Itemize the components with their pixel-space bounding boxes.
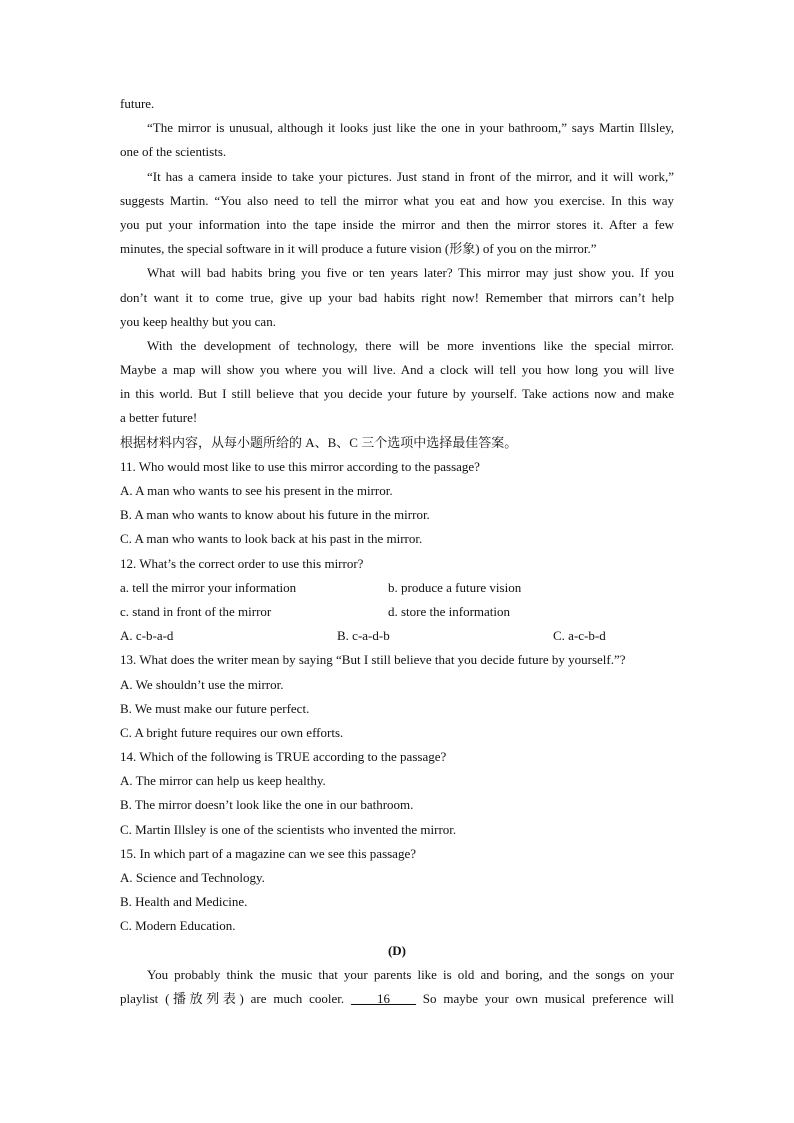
option-c: C. A bright future requires our own efforts. bbox=[120, 724, 344, 740]
passage-line: a better future! bbox=[120, 410, 198, 426]
option-a: A. A man who wants to see his present in the mirror. bbox=[120, 483, 393, 498]
section-d-line: You probably think the music that your parents like is old and boring, and the songs on your bbox=[147, 966, 674, 982]
question-stem: 12. What’s the correct order to use this mirror? bbox=[120, 555, 364, 571]
question-13 bbox=[120, 648, 674, 745]
exam-page bbox=[120, 92, 674, 1011]
option-a: A. The mirror can help us keep healthy. bbox=[120, 773, 326, 789]
step-a: a. tell the mirror your information bbox=[120, 579, 297, 595]
question-stem: 15. In which part of a magazine can we see this passage? bbox=[120, 845, 416, 861]
step-b: b. produce a future vision bbox=[388, 579, 522, 595]
passage-line: future. bbox=[120, 96, 155, 111]
option-b: B. c-a-d-b bbox=[337, 628, 390, 644]
step-c: c. stand in front of the mirror bbox=[120, 603, 272, 619]
question-11 bbox=[120, 455, 674, 552]
answer-blank-16[interactable]: ____16____ bbox=[350, 990, 416, 1006]
section-d-text: So maybe your own musical preference will bbox=[415, 990, 674, 1006]
option-b: B. A man who wants to know about his future in the mirror. bbox=[120, 507, 430, 523]
option-c: C. A man who wants to look back at his past in the mirror. bbox=[120, 531, 423, 547]
question-15 bbox=[120, 842, 674, 939]
section-d-heading: (D) bbox=[387, 942, 407, 958]
passage-line: minutes, the special software in it will produce a future vision (形象) of you on the mirror.” bbox=[120, 241, 597, 257]
option-c: C. Modern Education. bbox=[120, 918, 236, 934]
passage-line: “The mirror is unusual, although it looks just like the one in your bathroom,” says Martin Illsley, bbox=[147, 120, 674, 136]
option-b: B. We must make our future perfect. bbox=[120, 700, 310, 716]
option-a: A. Science and Technology. bbox=[120, 870, 265, 885]
question-stem: 14. Which of the following is TRUE according to the passage? bbox=[120, 749, 447, 765]
section-d-line bbox=[120, 987, 674, 1011]
passage-line: you put your information into the tape inside the mirror and then the mirror stores it. After a few bbox=[120, 216, 674, 232]
passage-line: With the development of technology, there will be more inventions like the special mirror. bbox=[147, 337, 674, 353]
section-d-text: playlist (播放列表) are much cooler. bbox=[120, 990, 351, 1006]
passage-line: one of the scientists. bbox=[120, 144, 227, 160]
steps-row-1 bbox=[120, 576, 674, 600]
question-stem: 11. Who would most like to use this mirror according to the passage? bbox=[120, 458, 480, 474]
options-row bbox=[120, 624, 674, 648]
question-12 bbox=[120, 552, 674, 649]
passage-line: don’t want it to come true, give up your bad habits right now! Remember that mirrors can’t help bbox=[120, 289, 674, 305]
passage-line: “It has a camera inside to take your pictures. Just stand in front of the mirror, and it will work,” bbox=[147, 168, 674, 184]
option-c: C. a-c-b-d bbox=[553, 628, 606, 644]
option-a: A. We shouldn’t use the mirror. bbox=[120, 676, 284, 692]
option-b: B. Health and Medicine. bbox=[120, 894, 248, 910]
steps-row-2 bbox=[120, 600, 674, 624]
question-stem: 13. What does the writer mean by saying “But I still believe that you decide future by yourself.”? bbox=[120, 652, 626, 668]
passage-line: What will bad habits bring you five or ten years later? This mirror may just show you. If you bbox=[147, 265, 674, 281]
option-b: B. The mirror doesn’t look like the one in our bathroom. bbox=[120, 797, 414, 813]
passage-line: in this world. But I still believe that you decide your future by yourself. Take actions now and make bbox=[120, 386, 674, 402]
step-d: d. store the information bbox=[388, 603, 511, 619]
instruction-text: 根据材料内容，从每小题所给的 A、B、C 三个选项中选择最佳答案。 bbox=[120, 434, 518, 450]
option-a: A. c-b-a-d bbox=[120, 628, 174, 644]
passage-line: you keep healthy but you can. bbox=[120, 313, 276, 329]
passage-line: Maybe a map will show you where you will live. And a clock will tell you how long you will live bbox=[120, 362, 674, 378]
question-14 bbox=[120, 745, 674, 842]
passage-line: suggests Martin. “You also need to tell the mirror what you eat and how you exercise. In this way bbox=[120, 192, 674, 208]
option-c: C. Martin Illsley is one of the scientists who invented the mirror. bbox=[120, 821, 457, 837]
passage-c bbox=[120, 92, 674, 431]
